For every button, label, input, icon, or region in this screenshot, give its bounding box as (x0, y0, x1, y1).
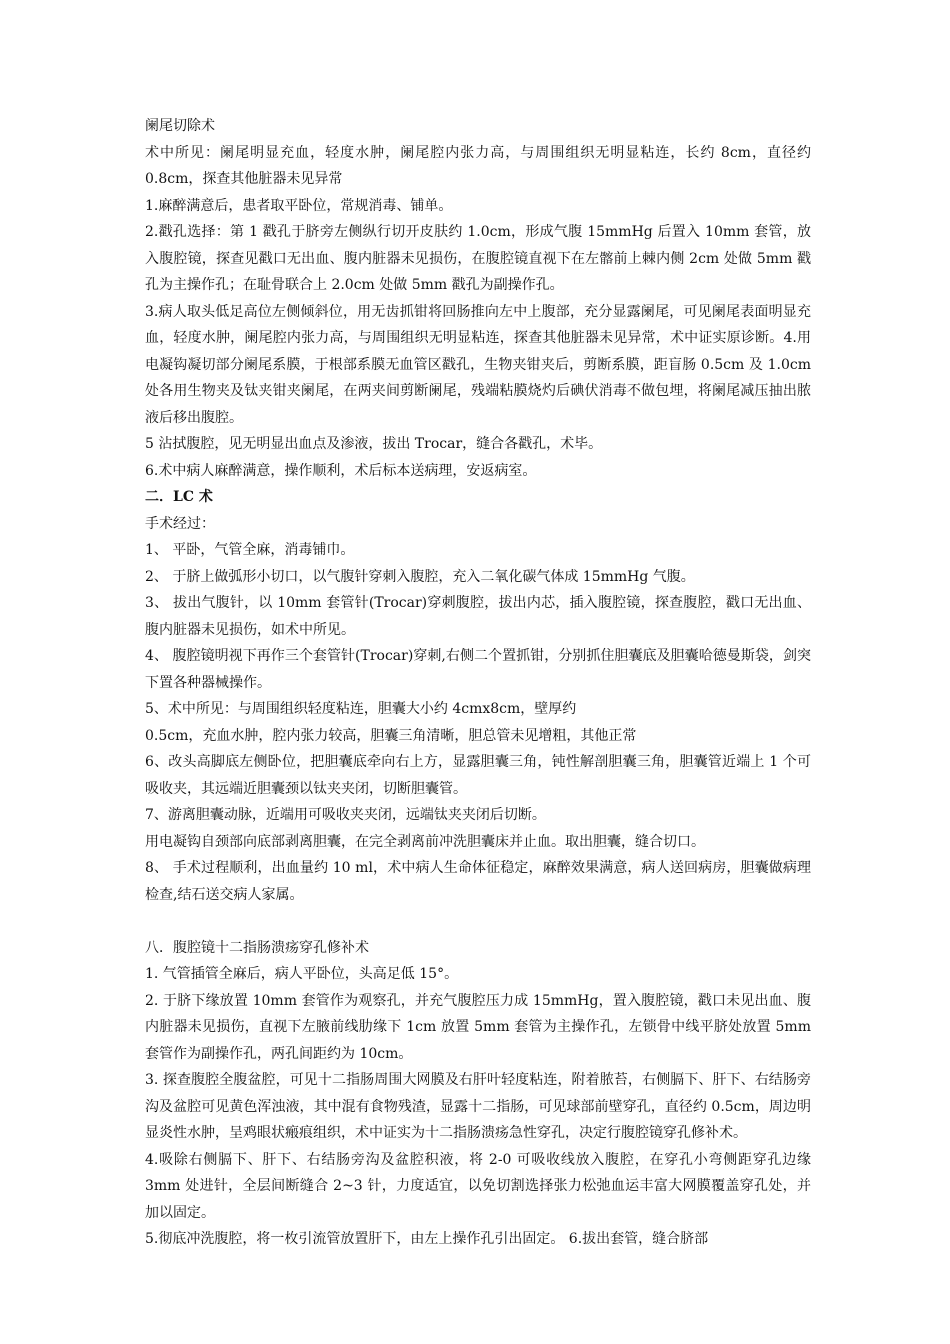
paragraph-step-5: 5 沾拭腹腔，见无明显出血点及渗液，拔出 Trocar，缝合各戳孔，术毕。 (145, 436, 603, 452)
paragraph-lc-step-8: 8、 手术过程顺利，出血量约 10 ml，术中病人生命体征稳定，麻醉效果满意，病人送回病房，胆囊做病理检查,结石送交病人家属。 (145, 860, 811, 903)
document-page (145, 113, 811, 1253)
paragraph-findings: 术中所见：阑尾明显充血，轻度水肿，阑尾腔内张力高，与周围组织无明显粘连，长约 8cm，直径约 0.8cm，探查其他脏器未见异常 (145, 144, 811, 187)
blank-line (145, 908, 811, 935)
section-heading-duodenal: 八．腹腔镜十二指肠溃疡穿孔修补术 (145, 939, 369, 956)
paragraph-lc-step-5: 5、术中所见：与周围组织轻度粘连，胆囊大小约 4cmx8cm，壁厚约 (145, 701, 577, 717)
paragraph-procedure-label: 手术经过： (145, 515, 215, 532)
paragraph-step-1: 1.麻醉满意后，患者取平卧位，常规消毒、铺单。 (145, 197, 453, 214)
paragraph-lc-step-5-cont: 0.5cm，充血水肿，腔内张力较高，胆囊三角清晰，胆总管未见增粗，其他正常 (145, 727, 637, 744)
paragraph-lc-step-7-cont: 用电凝钩自颈部向底部剥离胆囊，在完全剥离前冲洗胆囊床并止血。取出胆囊，缝合切口。 (145, 833, 705, 850)
paragraph-lc-step-4: 4、 腹腔镜明视下再作三个套管针(Trocar)穿刺,右侧二个置抓钳，分别抓住胆囊底及胆囊哈德曼斯袋，剑突下置各种器械操作。 (145, 648, 811, 691)
paragraph-du-step-1: 1. 气管插管全麻后，病人平卧位，头高足低 15°。 (145, 966, 459, 982)
paragraph-du-step-4: 4.吸除右侧膈下、肝下、右结肠旁沟及盆腔积液，将 2-0 可吸收线放入腹腔，在穿孔小弯侧距穿孔边缘 3mm 处进针，全层间断缝合 2~3 针，力度适宜，以免切割选择张力松弛血运丰富大网膜覆盖穿孔处，并加以固定。 (145, 1151, 811, 1221)
paragraph-lc-step-2: 2、 于脐上做弧形小切口，以气腹针穿刺入腹腔，充入二氧化碳气体成 15mmHg 气腹。 (145, 568, 695, 585)
paragraph-step-2: 2.戳孔选择：第 1 戳孔于脐旁左侧纵行切开皮肤约 1.0cm，形成气腹 15mmHg 后置入 10mm 套管，放入腹腔镜，探查见戳口无出血、腹内脏器未见损伤，在腹腔镜直视下在左髂前上棘内侧 2cm 处做 5mm 戳孔为主操作孔；在耻骨联合上 2.0cm 处做 5mm 戳孔为副操作孔。 (145, 224, 811, 293)
paragraph-lc-step-1: 1、 平卧，气管全麻，消毒铺巾。 (145, 542, 355, 558)
paragraph-lc-step-3: 3、 拔出气腹针，以 10mm 套管针(Trocar)穿刺腹腔，拔出内芯，插入腹腔镜，探查腹腔，戳口无出血、腹内脏器未见损伤，如术中所见。 (145, 595, 811, 638)
paragraph-step-3-4: 3.病人取头低足高位左侧倾斜位，用无齿抓钳将回肠推向左中上腹部，充分显露阑尾，可见阑尾表面明显充血，轻度水肿，阑尾腔内张力高，与周围组织无明显粘连，探查其他脏器未见异常，术中证实原诊断。4.用电凝钩凝切部分阑尾系膜，于根部系膜无血管区戳孔，生物夹钳夹后，剪断系膜，距盲肠 0.5cm 及 1.0cm 处各用生物夹及钛夹钳夹阑尾，在两夹间剪断阑尾，残端粘膜烧灼后碘伏消毒不做包埋，将阑尾减压抽出脓液后移出腹腔。 (145, 303, 811, 426)
paragraph-du-step-2: 2. 于脐下缘放置 10mm 套管作为观察孔，并充气腹腔压力成 15mmHg，置入腹腔镜，戳口未见出血、腹内脏器未见损伤，直视下左腋前线肋缘下 1cm 放置 5mm 套管为主操作孔，左锁骨中线平脐处放置 5mm 套管作为副操作孔，两孔间距约为 10cm。 (145, 992, 811, 1062)
paragraph-lc-step-6: 6、改头高脚底左侧卧位，把胆囊底牵向右上方，显露胆囊三角，钝性解剖胆囊三角，胆囊管近端上 1 个可吸收夹，其远端近胆囊颈以钛夹夹闭，切断胆囊管。 (145, 754, 811, 797)
paragraph-du-step-3: 3. 探查腹腔全腹盆腔，可见十二指肠周围大网膜及右肝叶轻度粘连，附着脓苔，右侧膈下、肝下、右结肠旁沟及盆腔可见黄色浑浊液，其中混有食物残渣，显露十二指肠，可见球部前壁穿孔，直径约 0.5cm，周边明显炎性水肿，呈鸡眼状瘢痕组织，术中证实为十二指肠溃疡急性穿孔，决定行腹腔镜穿孔修补术。 (145, 1072, 811, 1141)
paragraph-step-6: 6.术中病人麻醉满意，操作顺利，术后标本送病理，安返病室。 (145, 462, 537, 479)
paragraph-du-step-5-6: 5.彻底冲洗腹腔，将一枚引流管放置肝下，由左上操作孔引出固定。 6.拔出套管，缝合脐部 (145, 1231, 709, 1247)
doc-title-appendectomy: 阑尾切除术 (145, 118, 215, 134)
section-heading-lc: 二．LC 术 (145, 489, 213, 505)
paragraph-lc-step-7: 7、游离胆囊动脉，近端用可吸收夹夹闭，远端钛夹夹闭后切断。 (145, 807, 546, 823)
